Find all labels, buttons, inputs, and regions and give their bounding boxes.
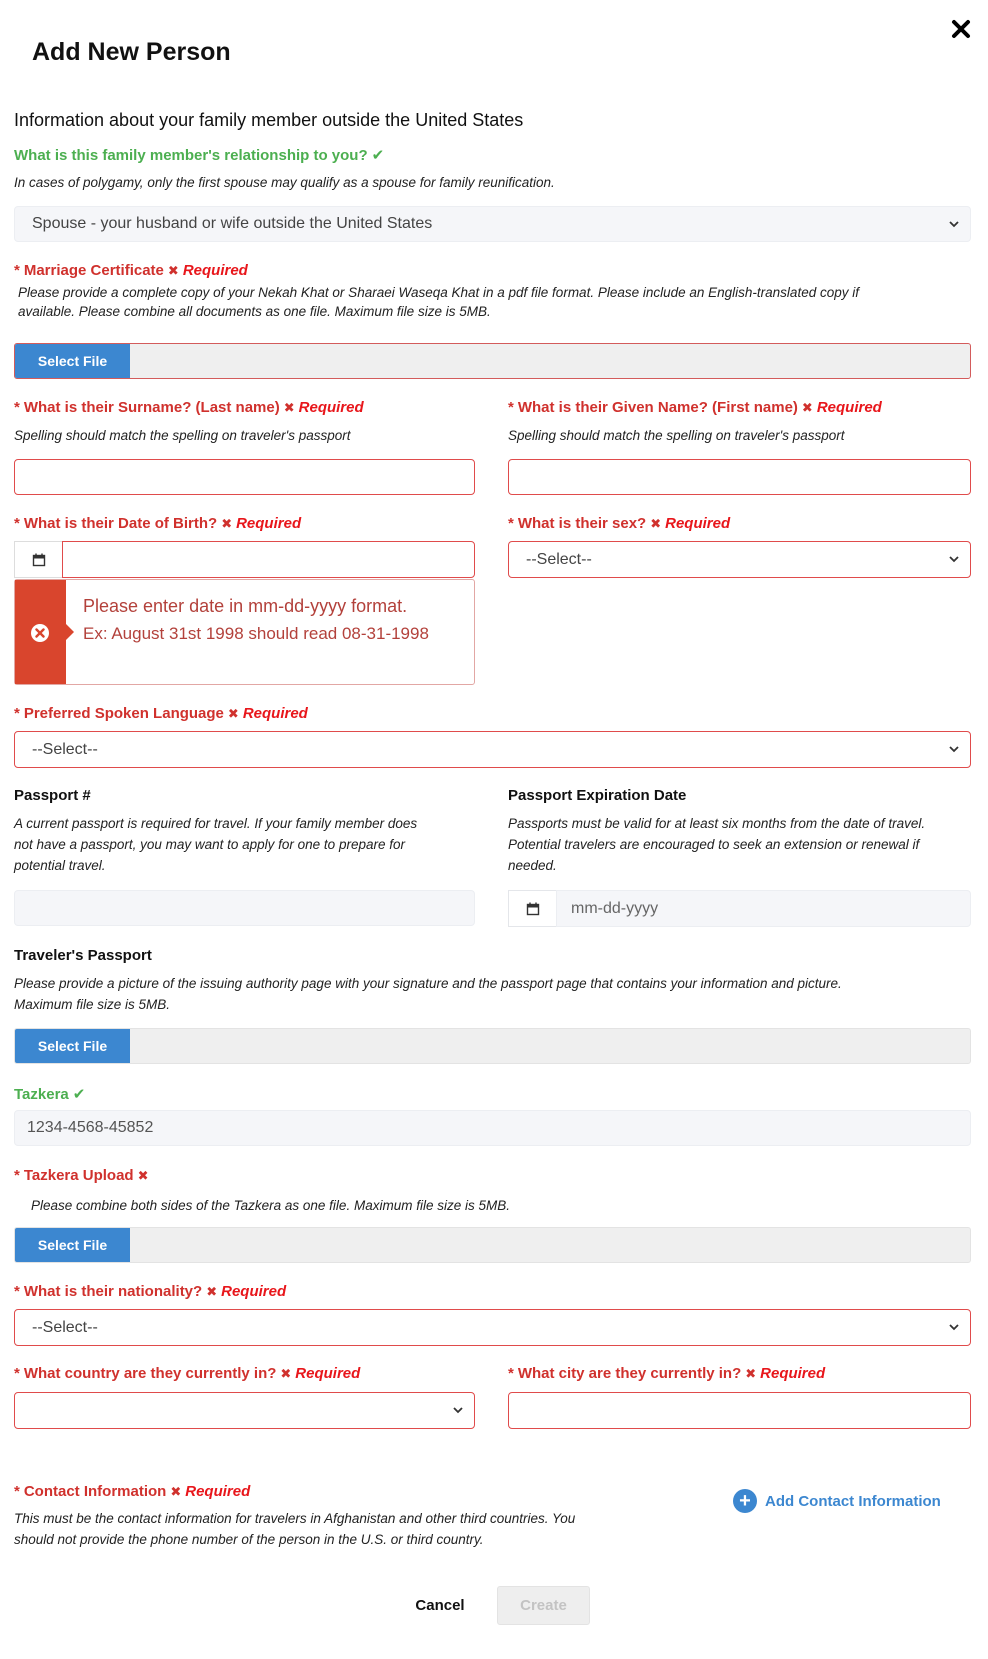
calendar-icon[interactable] [14, 541, 63, 578]
x-icon: ✖ [221, 516, 233, 531]
relationship-help: In cases of polygamy, only the first spouse may qualify as a spouse for family reunification. [14, 175, 555, 190]
section-heading: Information about your family member outside the United States [14, 110, 524, 130]
dob-error-tooltip [14, 579, 475, 685]
relationship-select[interactable] [14, 206, 971, 242]
country-label: * What country are they currently in? ✖ Required [14, 1365, 361, 1382]
tazkera-upload [14, 1227, 971, 1263]
x-icon: ✖ [167, 263, 179, 278]
passport-number-input[interactable] [14, 890, 475, 926]
modal-title: Add New Person [32, 38, 231, 66]
x-icon: ✖ [280, 1366, 292, 1381]
travelers-passport-upload [14, 1028, 971, 1064]
surname-input[interactable] [14, 459, 475, 495]
passport-expiration-field [508, 890, 971, 927]
dob-error-example: Ex: August 31st 1998 should read 08-31-1998 [83, 624, 429, 643]
marriage-certificate-label: * Marriage Certificate ✖ Required [14, 262, 248, 279]
sex-select[interactable]: --Select-- [508, 541, 971, 578]
cancel-button[interactable]: Cancel [392, 1585, 488, 1625]
dob-error-message: Please enter date in mm-dd-yyyy format. [83, 596, 408, 616]
tazkera-select-file-button[interactable]: Select File [15, 1228, 130, 1262]
nationality-label: * What is their nationality? ✖ Required [14, 1283, 287, 1300]
x-icon: ✖ [170, 1484, 182, 1499]
passport-number-help: A current passport is required for travel. If your family member does not have a passport, you may want to apply for one to prepare for potential travel. [14, 816, 418, 873]
contact-label: * Contact Information ✖ Required [14, 1483, 251, 1500]
dob-input[interactable] [62, 541, 475, 578]
marriage-certificate-select-file-button[interactable]: Select File [15, 344, 130, 378]
chevron-down-icon [948, 218, 960, 230]
relationship-label: What is this family member's relationship to you? ✔ [14, 147, 385, 164]
passport-number-label: Passport # [14, 787, 91, 804]
city-input[interactable] [508, 1392, 971, 1429]
x-icon: ✖ [745, 1366, 757, 1381]
given-name-label: * What is their Given Name? (First name) ✖ Required [508, 399, 882, 416]
surname-help: Spelling should match the spelling on traveler's passport [14, 428, 351, 443]
marriage-certificate-upload [14, 343, 971, 379]
tazkera-input[interactable]: 1234-4568-45852 [14, 1110, 971, 1146]
tazkera-label: Tazkera ✔ [14, 1086, 86, 1103]
sex-label: * What is their sex? ✖ Required [508, 515, 731, 532]
add-contact-button[interactable]: + Add Contact Information [733, 1489, 941, 1513]
relationship-value: Spouse - your husband or wife outside the United States [32, 215, 433, 232]
surname-label: * What is their Surname? (Last name) ✖ Required [14, 399, 364, 416]
chevron-down-icon [948, 553, 960, 565]
x-icon: ✖ [283, 400, 295, 415]
passport-expiration-input[interactable]: mm-dd-yyyy [556, 890, 971, 927]
given-name-input[interactable] [508, 459, 971, 495]
given-name-help: Spelling should match the spelling on traveler's passport [508, 428, 845, 443]
x-icon: ✖ [650, 516, 662, 531]
travelers-passport-label: Traveler's Passport [14, 947, 152, 964]
chevron-down-icon [452, 1404, 464, 1416]
calendar-icon[interactable] [508, 890, 557, 927]
close-icon[interactable] [950, 18, 972, 40]
travelers-passport-select-file-button[interactable]: Select File [15, 1029, 130, 1063]
create-button[interactable]: Create [497, 1586, 590, 1625]
contact-help: This must be the contact information for travelers in Afghanistan and other third countries. You should not provide the phone number of the person in the U.S. or third country. [14, 1511, 576, 1547]
x-icon: ✖ [137, 1168, 149, 1183]
passport-expiration-label: Passport Expiration Date [508, 787, 687, 804]
language-select[interactable]: --Select-- [14, 731, 971, 768]
city-label: * What city are they currently in? ✖ Required [508, 1365, 826, 1382]
country-select[interactable] [14, 1392, 475, 1429]
x-icon: ✖ [801, 400, 813, 415]
passport-expiration-help: Passports must be valid for at least six months from the date of travel. Potential travelers are encouraged to seek an extension or renewal if needed. [508, 816, 926, 873]
language-label: * Preferred Spoken Language ✖ Required [14, 705, 308, 722]
chevron-down-icon [948, 1321, 960, 1333]
x-icon: ✖ [206, 1284, 218, 1299]
check-icon: ✔ [371, 147, 385, 164]
nationality-select[interactable]: --Select-- [14, 1309, 971, 1346]
marriage-certificate-help: Please provide a complete copy of your Nekah Khat or Sharaei Waseqa Khat in a pdf file format. Please include an English-translated copy if available. Please combine all documents as one file. Maximum file size is 5MB. [18, 285, 859, 319]
tazkera-upload-label: * Tazkera Upload ✖ [14, 1167, 149, 1184]
dob-field [14, 541, 475, 578]
plus-circle-icon: + [733, 1489, 757, 1513]
check-icon: ✔ [72, 1086, 86, 1103]
dob-label: * What is their Date of Birth? ✖ Required [14, 515, 302, 532]
tazkera-upload-help: Please combine both sides of the Tazkera as one file. Maximum file size is 5MB. [31, 1198, 510, 1213]
x-icon: ✖ [227, 706, 239, 721]
error-circle-icon [30, 623, 50, 643]
travelers-passport-help: Please provide a picture of the issuing authority page with your signature and the passport page that contains your information and picture. Maximum file size is 5MB. [14, 976, 842, 1012]
chevron-down-icon [948, 743, 960, 755]
